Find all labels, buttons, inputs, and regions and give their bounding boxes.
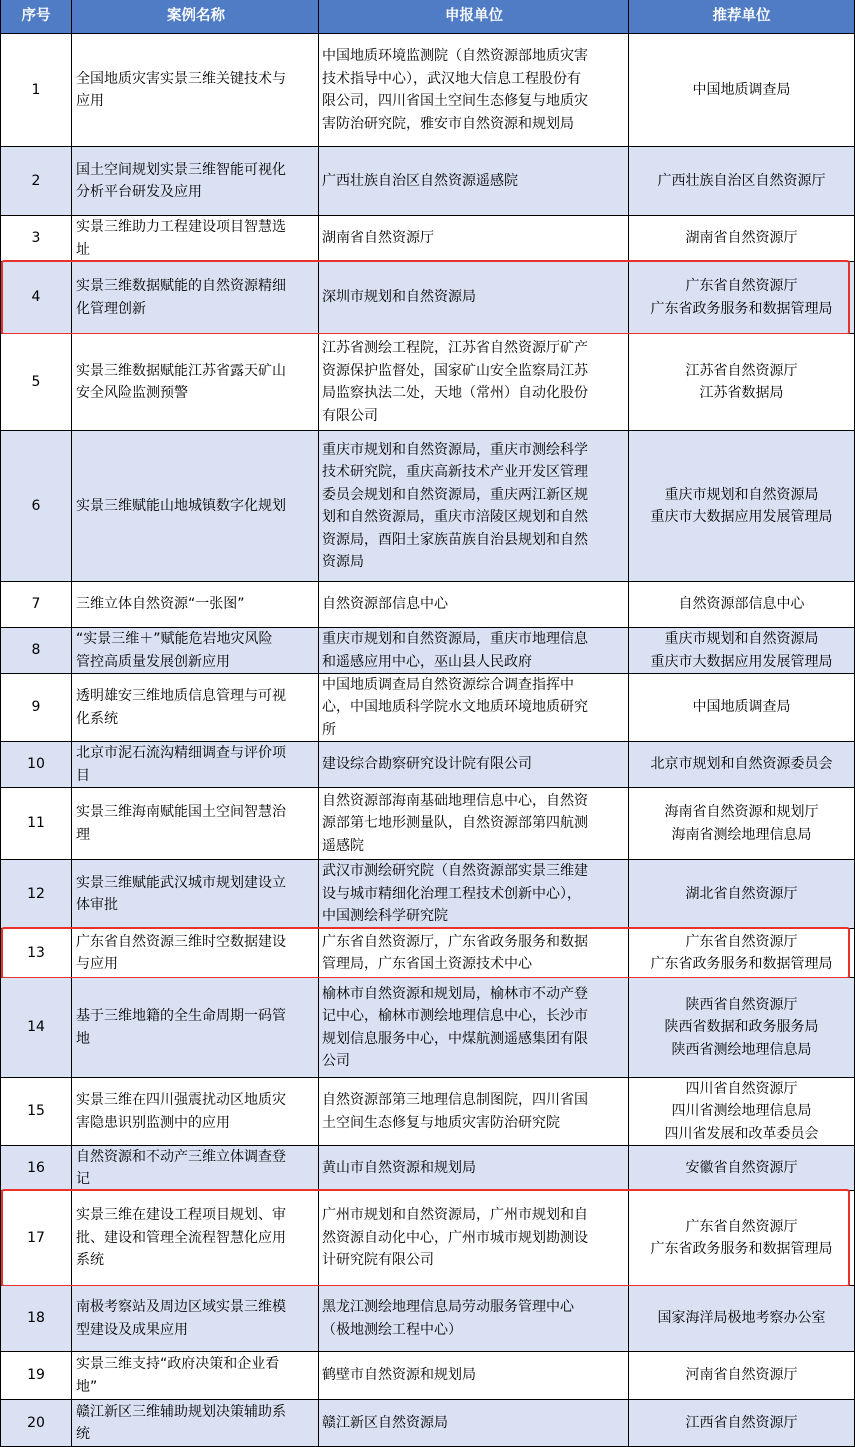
applicant-cell-line: 自然资源部海南基础地理信息中心，自然资 xyxy=(322,792,588,809)
applicant-cell-line: 赣江新区自然资源局 xyxy=(322,1414,448,1431)
recommender-cell xyxy=(629,34,855,147)
recommender-cell-line: 广东省自然资源厅 xyxy=(685,1218,798,1235)
table-row xyxy=(0,1352,855,1400)
case-name-cell xyxy=(72,1352,319,1400)
case-name-cell-line: 与应用 xyxy=(76,956,118,972)
row-number: 18 xyxy=(0,1286,72,1352)
case-name-cell xyxy=(72,674,319,742)
recommender-cell-line: 安徽省自然资源厅 xyxy=(685,1159,798,1176)
recommender-cell-line: 重庆市规划和自然资源局 xyxy=(664,631,819,647)
applicant-cell xyxy=(319,262,629,334)
case-name-cell xyxy=(72,742,319,788)
recommender-cell xyxy=(629,147,855,216)
case-name-cell xyxy=(72,582,319,628)
recommender-cell-line: 湖南省自然资源厅 xyxy=(685,230,798,247)
case-name-cell-line: 地 xyxy=(76,1030,90,1047)
row-number: 10 xyxy=(0,742,72,788)
recommender-cell-line: 四川省测绘地理信息局 xyxy=(671,1103,812,1120)
table-row xyxy=(0,1078,855,1146)
header-case-name: 案例名称 xyxy=(72,0,319,34)
applicant-cell-line: 中国地质调查局自然资源综合调查指挥中 xyxy=(322,676,574,693)
recommender-cell xyxy=(629,929,855,978)
recommender-cell xyxy=(629,978,855,1078)
table-row xyxy=(0,674,855,742)
case-name-cell-line: 理 xyxy=(76,826,90,843)
recommender-cell xyxy=(629,674,855,742)
recommender-cell xyxy=(629,1400,855,1447)
recommender-cell xyxy=(629,1078,855,1146)
applicant-cell-line: 中国地质环境监测院（自然资源部地质灾害 xyxy=(322,48,588,64)
table-row xyxy=(0,1400,855,1447)
applicant-cell-line: 重庆市规划和自然资源局，重庆市地理信息 xyxy=(322,631,588,647)
applicant-cell xyxy=(319,34,629,147)
case-name-cell xyxy=(72,1400,319,1447)
applicant-cell-line: 黑龙江测绘地理信息局劳动服务管理中心 xyxy=(322,1299,574,1315)
case-name-cell-line: 化管理创新 xyxy=(76,300,146,317)
applicant-cell xyxy=(319,216,629,262)
applicant-cell xyxy=(319,431,629,582)
header-no: 序号 xyxy=(0,0,72,34)
applicant-cell-line: 榆林市自然资源和规划局，榆林市不动产登 xyxy=(322,985,588,1002)
row-number: 13 xyxy=(0,929,72,978)
applicant-cell-line: 资源局，酉阳土家族苗族自治县规划和自然 xyxy=(322,531,588,548)
recommender-cell-line: 海南省测绘地理信息局 xyxy=(671,826,812,843)
applicant-cell-line: 然资源自动化中心，广州市城市规划勘测设 xyxy=(322,1229,588,1246)
applicant-cell-line: 局监察执法二处，天地（常州）自动化股份 xyxy=(322,385,588,401)
table-row xyxy=(0,628,855,674)
recommender-cell-line: 重庆市大数据应用发展管理局 xyxy=(650,653,833,670)
applicant-cell-line: 设与城市精细化治理工程技术创新中心）， xyxy=(322,885,581,902)
case-name-cell xyxy=(72,860,319,929)
applicant-cell-line: 广西壮族自治区自然资源遥感院 xyxy=(322,172,518,189)
table-row xyxy=(0,34,855,147)
applicant-cell-line: 广州市规划和自然资源局，广州市规划和自 xyxy=(322,1207,588,1224)
recommender-cell xyxy=(629,860,855,929)
recommender-cell-line: 江西省自然资源厅 xyxy=(685,1414,798,1431)
row-number: 8 xyxy=(0,628,72,674)
applicant-cell xyxy=(319,628,629,674)
case-name-cell xyxy=(72,788,319,860)
case-name-cell-line: 化系统 xyxy=(76,710,118,727)
header-recommender: 推荐单位 xyxy=(629,0,855,34)
case-name-cell-line: 址 xyxy=(76,241,90,258)
applicant-cell-line: 鹤壁市自然资源和规划局 xyxy=(322,1367,476,1384)
applicant-cell-line: 源部第七地形测量队，自然资源部第四航测 xyxy=(322,815,588,832)
case-name-cell-line: 系统 xyxy=(76,1252,104,1269)
applicant-cell-line: 建设综合勘察研究设计院有限公司 xyxy=(322,756,532,773)
applicant-cell-line: 委员会规划和自然资源局，重庆两江新区规 xyxy=(322,486,588,503)
row-number: 16 xyxy=(0,1146,72,1191)
case-name-cell-line: 记 xyxy=(76,1171,90,1187)
case-name-cell xyxy=(72,216,319,262)
case-name-cell xyxy=(72,1146,319,1191)
case-name-cell-line: 实景三维数据赋能的自然资源精细 xyxy=(76,278,286,294)
recommender-cell-line: 湖北省自然资源厅 xyxy=(685,885,798,902)
case-name-cell-line: 实景三维在建设工程项目规划、审 xyxy=(76,1207,286,1224)
applicant-cell-line: 武汉市测绘研究院（自然资源部实景三维建 xyxy=(322,863,588,880)
applicant-cell-line: 中国测绘科学研究院 xyxy=(322,908,448,925)
table-row xyxy=(0,1286,855,1352)
table-row xyxy=(0,788,855,860)
applicant-cell xyxy=(319,860,629,929)
row-number: 4 xyxy=(0,262,72,334)
table-row xyxy=(0,147,855,216)
case-name-cell-line: 南极考察站及周边区域实景三维模 xyxy=(76,1299,286,1315)
recommender-cell-line: 四川省发展和改革委员会 xyxy=(664,1125,819,1142)
recommender-cell xyxy=(629,262,855,334)
case-name-cell-line: 害隐患识别监测中的应用 xyxy=(76,1114,230,1131)
table-row xyxy=(0,742,855,788)
recommender-cell xyxy=(629,1352,855,1400)
row-number: 17 xyxy=(0,1191,72,1286)
case-name-cell xyxy=(72,628,319,674)
row-number: 19 xyxy=(0,1352,72,1400)
case-name-cell xyxy=(72,929,319,978)
applicant-cell xyxy=(319,582,629,628)
applicant-cell xyxy=(319,929,629,978)
applicant-cell-line: 心，中国地质科学院水文地质环境地质研究 xyxy=(322,699,588,716)
table-row xyxy=(0,929,855,978)
case-name-cell xyxy=(72,147,319,216)
recommender-cell xyxy=(629,1146,855,1191)
applicant-cell-line: 土空间生态修复与地质灾害防治研究院 xyxy=(322,1114,560,1131)
case-name-cell xyxy=(72,334,319,431)
recommender-cell-line: 中国地质调查局 xyxy=(692,699,791,716)
table-row xyxy=(0,334,855,431)
applicant-cell-line: 技术研究院，重庆高新技术产业开发区管理 xyxy=(322,464,588,480)
recommender-cell xyxy=(629,431,855,582)
recommender-cell-line: 江苏省数据局 xyxy=(699,385,784,401)
case-name-cell-line: 安全风险监测预警 xyxy=(76,385,188,401)
applicant-cell-line: 管理局，广东省国土资源技术中心 xyxy=(322,956,532,972)
case-name-cell-line: “实景三维＋”赋能危岩地灾风险 xyxy=(76,631,273,647)
recommender-cell-line: 北京市规划和自然资源委员会 xyxy=(650,756,833,773)
row-number: 2 xyxy=(0,147,72,216)
recommender-cell xyxy=(629,582,855,628)
recommender-cell-line: 广东省政务服务和数据管理局 xyxy=(650,956,833,972)
recommender-cell-line: 广东省自然资源厅 xyxy=(685,933,798,950)
case-name-cell-line: 基于三维地籍的全生命周期一码管 xyxy=(76,1008,286,1024)
recommender-cell-line: 国家海洋局极地考察办公室 xyxy=(657,1310,826,1327)
recommender-cell-line: 自然资源部信息中心 xyxy=(678,596,805,613)
applicant-cell-line: 公司 xyxy=(322,1053,350,1069)
applicant-cell xyxy=(319,1146,629,1191)
case-name-cell xyxy=(72,1078,319,1146)
case-name-cell-line: 全国地质灾害实景三维关键技术与 xyxy=(76,70,286,87)
recommender-cell-line: 陕西省测绘地理信息局 xyxy=(671,1041,812,1058)
recommender-cell-line: 广东省自然资源厅 xyxy=(685,278,798,294)
applicant-cell-line: 计研究院有限公司 xyxy=(322,1252,434,1269)
row-number: 3 xyxy=(0,216,72,262)
recommender-cell xyxy=(629,1286,855,1352)
applicant-cell-line: 资源保护监督处，国家矿山安全监察局江苏 xyxy=(322,362,588,379)
case-name-cell-line: 地” xyxy=(76,1378,98,1395)
applicant-cell xyxy=(319,742,629,788)
case-name-cell-line: 批、建设和管理全流程智慧化应用 xyxy=(76,1229,286,1246)
recommender-cell-line: 重庆市规划和自然资源局 xyxy=(664,486,819,503)
table-row xyxy=(0,431,855,582)
table-header xyxy=(0,0,855,34)
recommender-cell xyxy=(629,742,855,788)
row-number: 5 xyxy=(0,334,72,431)
case-name-cell-line: 实景三维支持“政府决策和企业看 xyxy=(76,1356,280,1372)
table-row xyxy=(0,978,855,1078)
case-name-cell xyxy=(72,978,319,1078)
recommender-cell xyxy=(629,628,855,674)
recommender-cell-line: 四川省自然资源厅 xyxy=(685,1080,798,1097)
recommender-cell xyxy=(629,1191,855,1286)
applicant-cell xyxy=(319,334,629,431)
recommender-cell xyxy=(629,334,855,431)
recommender-cell-line: 河南省自然资源厅 xyxy=(685,1367,798,1384)
case-name-cell xyxy=(72,34,319,147)
table-row xyxy=(0,582,855,628)
row-number: 20 xyxy=(0,1400,72,1447)
case-name-cell-line: 分析平台研发及应用 xyxy=(76,184,202,200)
recommender-cell-line: 陕西省数据和政务服务局 xyxy=(664,1019,819,1036)
table-row xyxy=(0,262,855,334)
case-name-cell-line: 目 xyxy=(76,767,90,784)
case-name-cell xyxy=(72,431,319,582)
table-row xyxy=(0,216,855,262)
row-number: 7 xyxy=(0,582,72,628)
case-name-cell-line: 广东省自然资源三维时空数据建设 xyxy=(76,933,286,950)
applicant-cell-line: 深圳市规划和自然资源局 xyxy=(322,289,476,306)
case-name-cell-line: 实景三维数据赋能江苏省露天矿山 xyxy=(76,362,286,379)
applicant-cell-line: 限公司，四川省国土空间生态修复与地质灾 xyxy=(322,93,588,109)
case-name-cell-line: 实景三维助力工程建设项目智慧选 xyxy=(76,219,286,235)
applicant-cell-line: 黄山市自然资源和规划局 xyxy=(322,1159,476,1176)
applicant-cell xyxy=(319,1400,629,1447)
applicant-cell xyxy=(319,147,629,216)
case-name-cell-line: 型建设及成果应用 xyxy=(76,1321,188,1338)
applicant-cell-line: 划和自然资源局，重庆市涪陵区规划和自然 xyxy=(322,509,588,525)
case-name-cell-line: 应用 xyxy=(76,93,104,109)
recommender-cell-line: 海南省自然资源和规划厅 xyxy=(664,804,819,820)
recommender-cell-line: 陕西省自然资源厅 xyxy=(685,996,798,1013)
table-row xyxy=(0,1146,855,1191)
recommender-cell xyxy=(629,788,855,860)
case-name-cell xyxy=(72,1286,319,1352)
row-number: 12 xyxy=(0,860,72,929)
row-number: 15 xyxy=(0,1078,72,1146)
applicant-cell-line: 所 xyxy=(322,721,336,738)
case-name-cell-line: 实景三维赋能山地城镇数字化规划 xyxy=(76,497,286,514)
applicant-cell-line: （极地测绘工程中心） xyxy=(322,1321,462,1338)
recommender-cell-line: 重庆市大数据应用发展管理局 xyxy=(650,509,833,525)
recommender-cell-line: 江苏省自然资源厅 xyxy=(685,362,798,379)
applicant-cell xyxy=(319,1078,629,1146)
applicant-cell-line: 江苏省测绘工程院，江苏省自然资源厅矿产 xyxy=(322,340,588,356)
case-name-cell xyxy=(72,1191,319,1286)
case-name-cell-line: 实景三维海南赋能国土空间智慧治 xyxy=(76,804,286,820)
recommender-cell xyxy=(629,216,855,262)
applicant-cell xyxy=(319,788,629,860)
applicant-cell-line: 技术指导中心），武汉地大信息工程股份有 xyxy=(322,70,581,87)
case-name-cell-line: 透明雄安三维地质信息管理与可视 xyxy=(76,688,286,704)
table-row xyxy=(0,860,855,929)
row-number: 14 xyxy=(0,978,72,1078)
recommender-cell-line: 广东省政务服务和数据管理局 xyxy=(650,1241,833,1257)
case-name-cell-line: 三维立体自然资源“一张图” xyxy=(76,596,245,613)
row-number: 11 xyxy=(0,788,72,860)
applicant-cell-line: 重庆市规划和自然资源局，重庆市测绘科学 xyxy=(322,441,588,458)
applicant-cell xyxy=(319,1286,629,1352)
header-applicant: 申报单位 xyxy=(319,0,629,34)
case-name-cell-line: 赣江新区三维辅助规划决策辅助系 xyxy=(76,1403,286,1420)
table-row xyxy=(0,1191,855,1286)
case-name-cell-line: 实景三维赋能武汉城市规划建设立 xyxy=(76,874,286,891)
applicant-cell-line: 有限公司 xyxy=(322,407,378,424)
recommender-cell-line: 中国地质调查局 xyxy=(692,81,791,98)
applicant-cell xyxy=(319,1352,629,1400)
applicant-cell xyxy=(319,978,629,1078)
case-name-cell-line: 统 xyxy=(76,1426,90,1442)
applicant-cell-line: 害防治研究院，雅安市自然资源和规划局 xyxy=(322,115,574,132)
applicant-cell-line: 广东省自然资源厅，广东省政务服务和数据 xyxy=(322,933,588,950)
applicant-cell xyxy=(319,674,629,742)
recommender-cell-line: 广东省政务服务和数据管理局 xyxy=(650,300,833,317)
applicant-cell-line: 自然资源部信息中心 xyxy=(322,596,448,613)
case-name-cell-line: 管控高质量发展创新应用 xyxy=(76,653,230,670)
row-number: 1 xyxy=(0,34,72,147)
case-name-cell-line: 实景三维在四川强震扰动区地质灾 xyxy=(76,1092,286,1108)
row-number: 9 xyxy=(0,674,72,742)
applicant-cell-line: 记中心，榆林市测绘地理信息中心，长沙市 xyxy=(322,1008,588,1024)
case-name-cell-line: 北京市泥石流沟精细调查与评价项 xyxy=(76,745,286,761)
applicant-cell-line: 规划信息服务中心，中煤航测遥感集团有限 xyxy=(322,1030,588,1047)
case-name-cell-line: 自然资源和不动产三维立体调查登 xyxy=(76,1148,286,1165)
case-name-cell-line: 体审批 xyxy=(76,897,118,913)
applicant-cell-line: 遥感院 xyxy=(322,837,364,854)
applicant-cell-line: 湖南省自然资源厅 xyxy=(322,230,434,247)
case-name-cell-line: 国土空间规划实景三维智能可视化 xyxy=(76,161,286,178)
row-number: 6 xyxy=(0,431,72,582)
recommender-cell-line: 广西壮族自治区自然资源厅 xyxy=(657,172,826,189)
applicant-cell-line: 和遥感应用中心，巫山县人民政府 xyxy=(322,653,532,670)
applicant-cell-line: 自然资源部第三地理信息制图院，四川省国 xyxy=(322,1092,588,1108)
applicant-cell xyxy=(319,1191,629,1286)
case-name-cell xyxy=(72,262,319,334)
applicant-cell-line: 资源局 xyxy=(322,554,364,570)
